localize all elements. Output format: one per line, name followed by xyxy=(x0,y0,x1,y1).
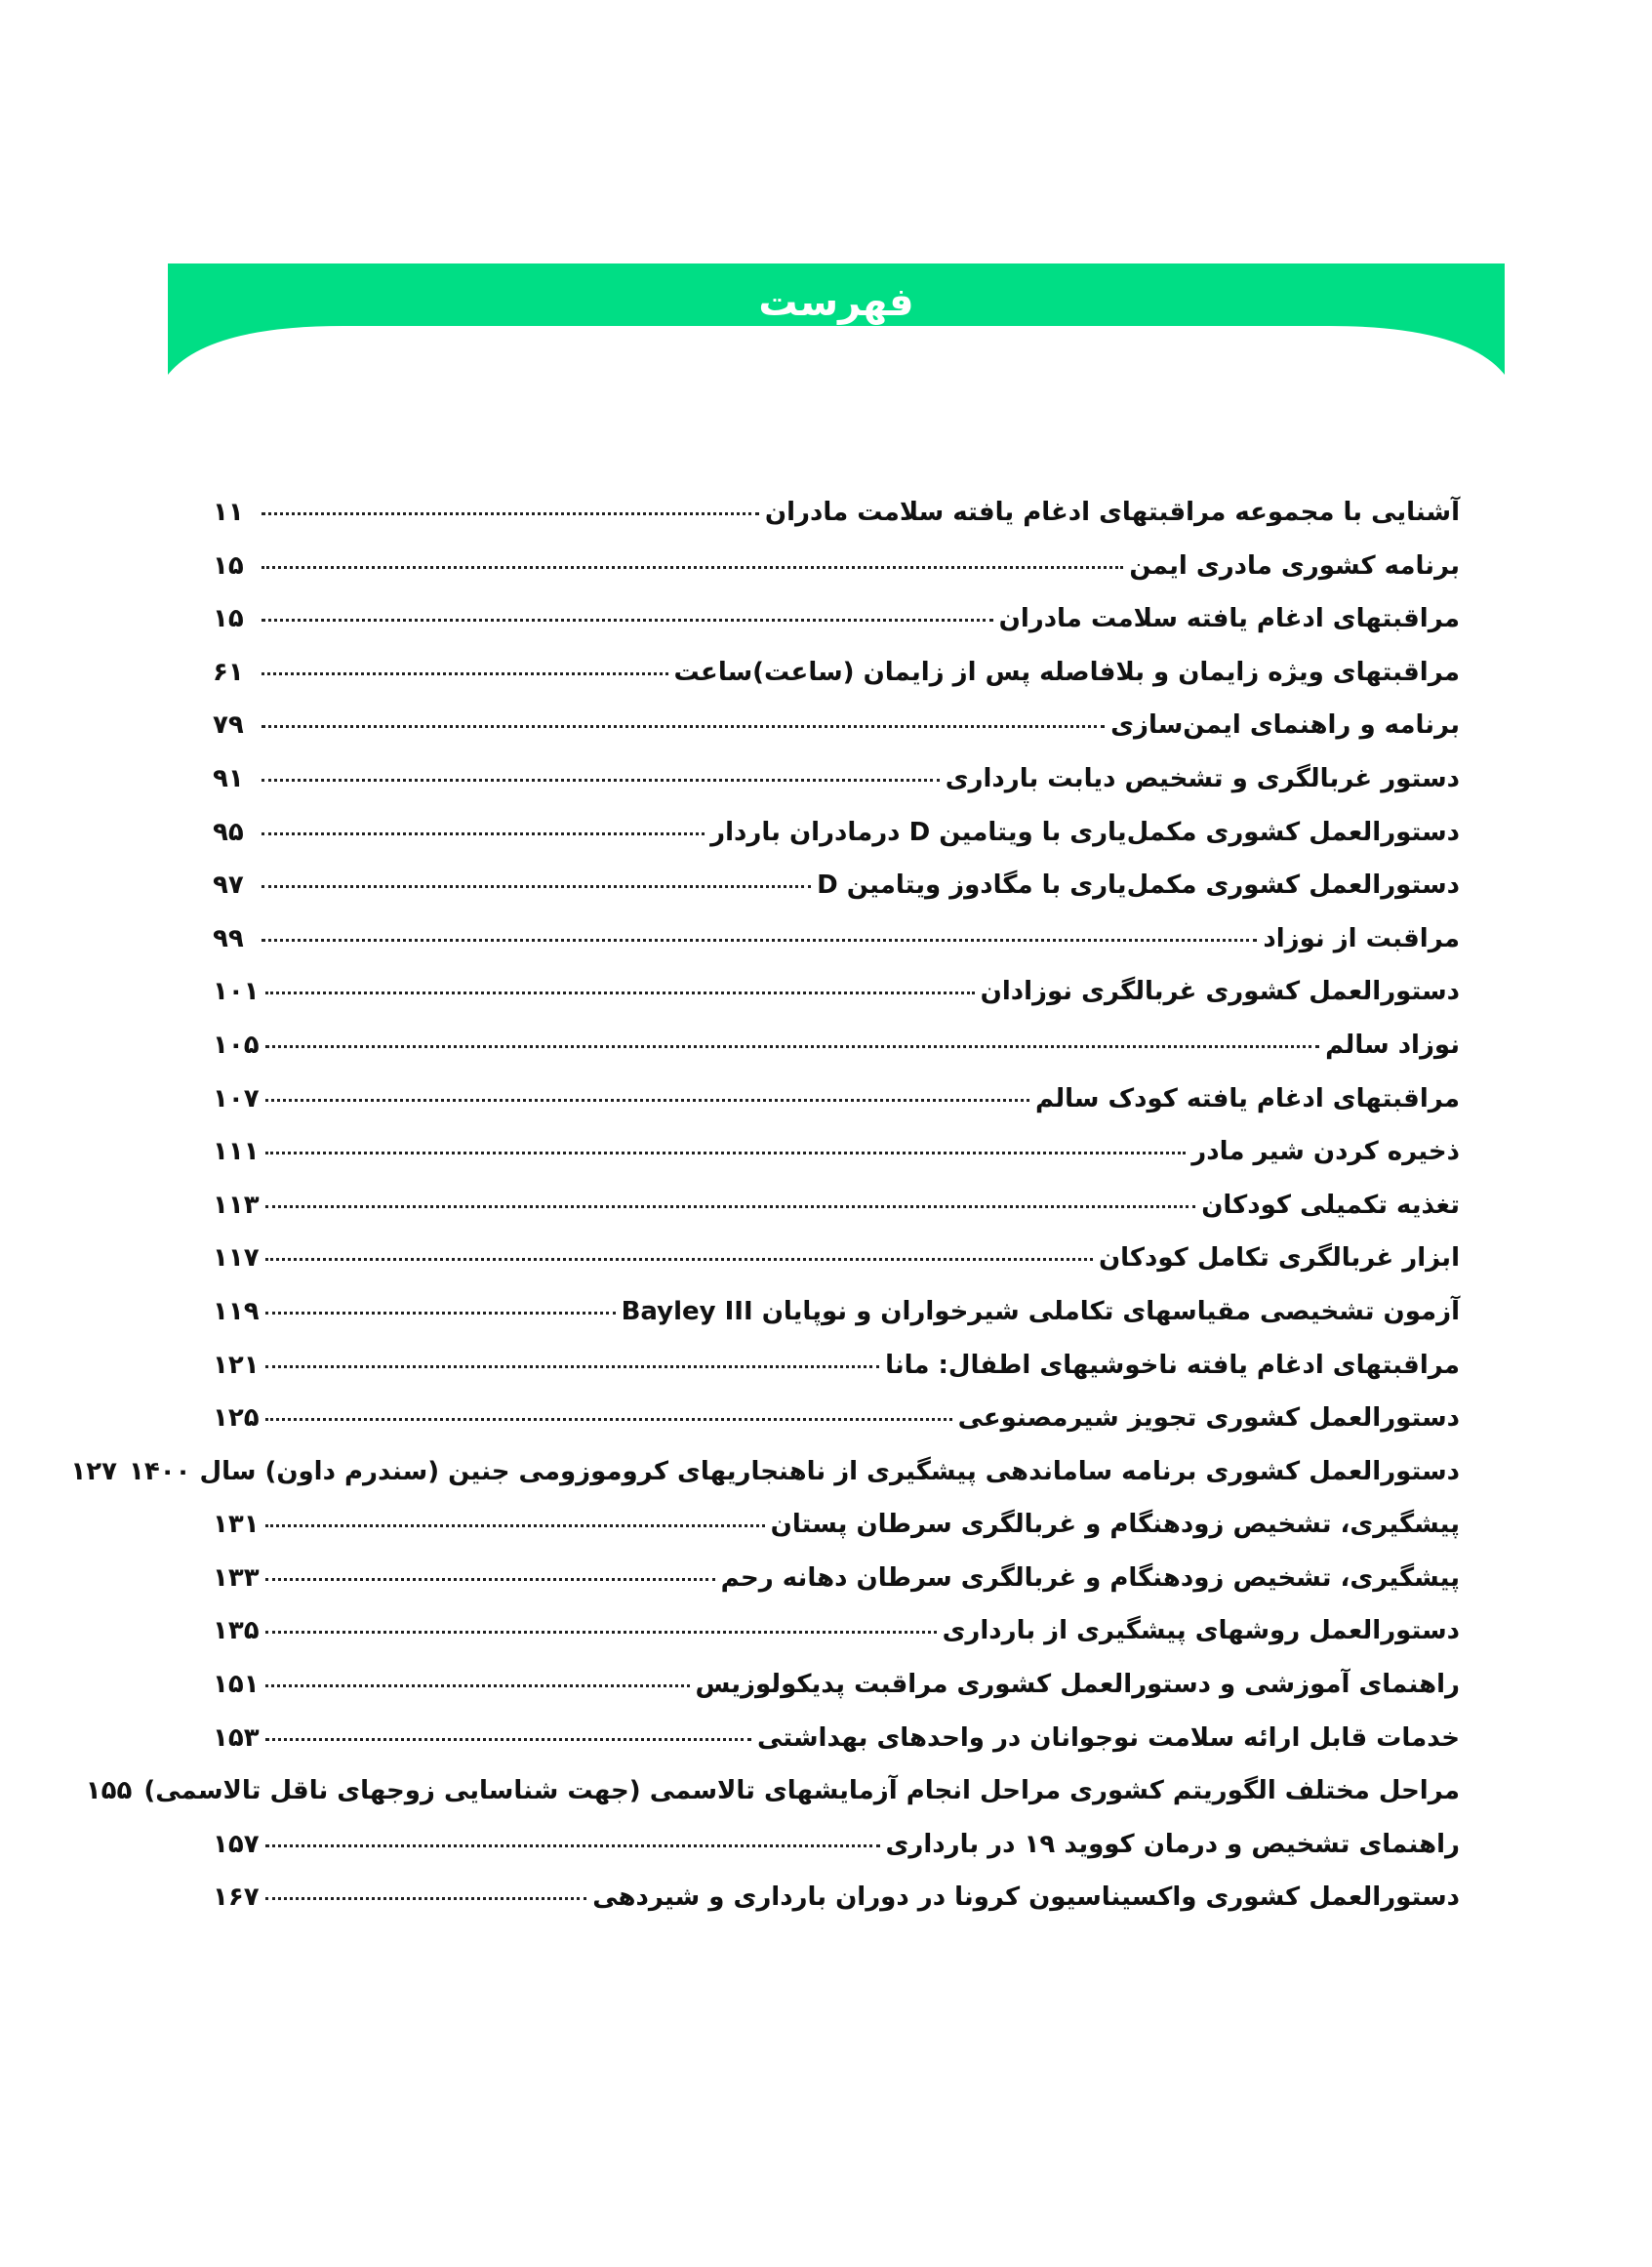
toc-entry[interactable] xyxy=(213,604,1460,658)
toc-entry-title: پیشگیری، تشخیص زودهنگام و غربالگری سرطان دهانه رحم xyxy=(720,1562,1460,1593)
toc-leader-dots xyxy=(265,1205,1196,1208)
toc-entry-page-number: ۶۱ xyxy=(213,657,244,687)
toc-entry[interactable] xyxy=(70,1456,1460,1511)
toc-entry-page-number: ۱۵۱ xyxy=(213,1670,260,1700)
toc-entry[interactable] xyxy=(213,818,1460,871)
toc-entry-title: پیشگیری، تشخیص زودهنگام و غربالگری سرطان پستان xyxy=(770,1510,1460,1540)
toc-entry-title: دستورالعمل کشوری تجویز شیرمصنوعی xyxy=(957,1403,1460,1434)
toc-leader-dots xyxy=(265,1152,1187,1154)
toc-entry-page-number: ۱۰۷ xyxy=(213,1083,260,1113)
toc-entry-title: مراقبتهای ادغام یافته کودک سالم xyxy=(1034,1083,1460,1113)
toc-leader-dots xyxy=(265,1524,765,1527)
toc-entry[interactable] xyxy=(213,658,1460,711)
toc-entry[interactable] xyxy=(213,1403,1460,1457)
toc-entry-title: برنامه کشوری مادری ایمن xyxy=(1129,550,1460,581)
toc-entry-page-number: ۱۱۳ xyxy=(213,1190,260,1220)
toc-entry-title: مراحل مختلف الگوریتم کشوری مراحل انجام آزمایشهای تالاسمی (جهت شناسایی زوجهای ناقل تالاسمی) xyxy=(143,1776,1460,1806)
toc-entry-title: دستورالعمل کشوری مکمل‌یاری با ویتامین D درمادران باردار xyxy=(710,817,1460,847)
toc-entry[interactable] xyxy=(213,1243,1460,1297)
toc-entry-title: آزمون تشخیصی مقیاسهای تکاملی شیرخواران و نوپایان Bayley III xyxy=(621,1296,1460,1326)
toc-entry-page-number: ۱۰۵ xyxy=(213,1030,260,1060)
toc-entry-title: ابزار غربالگری تکامل کودکان xyxy=(1098,1243,1460,1274)
toc-entry-title: برنامه و راهنمای ایمن‌سازی xyxy=(1110,710,1460,741)
toc-leader-dots xyxy=(265,1684,690,1687)
toc-leader-dots xyxy=(262,885,811,888)
toc-entry[interactable] xyxy=(85,1776,1460,1830)
toc-entry-title: دستورالعمل کشوری غربالگری نوزادان xyxy=(980,977,1460,1007)
toc-entry-page-number: ۹۹ xyxy=(213,923,244,953)
toc-entry-page-number: ۹۱ xyxy=(213,763,244,793)
toc-leader-dots xyxy=(265,1312,616,1315)
toc-leader-dots xyxy=(262,725,1105,728)
toc-entry[interactable] xyxy=(213,870,1460,924)
toc-entry[interactable] xyxy=(213,977,1460,1031)
toc-entry-page-number: ۹۷ xyxy=(213,870,244,901)
toc-leader-dots xyxy=(265,1578,715,1581)
toc-entry-title: دستورالعمل کشوری واکسیناسیون کرونا در دوران بارداری و شیردهی xyxy=(592,1882,1460,1913)
toc-entry-title: آشنایی با مجموعه مراقبتهای ادغام یافته سلامت مادران xyxy=(764,498,1460,527)
toc-leader-dots xyxy=(265,1897,587,1900)
toc-entry-page-number: ۱۰۱ xyxy=(213,977,260,1007)
toc-leader-dots xyxy=(265,1045,1320,1048)
toc-entry[interactable] xyxy=(213,498,1460,551)
toc-entry-title: خدمات قابل ارائه سلامت نوجوانان در واحدهای بهداشتی xyxy=(757,1722,1460,1753)
toc-entry-title: مراقبتهای ادغام یافته ناخوشیهای اطفال: مانا xyxy=(885,1350,1460,1380)
toc-entry[interactable] xyxy=(213,1723,1460,1777)
toc-leader-dots xyxy=(262,512,759,515)
toc-entry-title: راهنمای تشخیص و درمان کووید ۱۹ در بارداری xyxy=(885,1829,1460,1859)
toc-entry-page-number: ۱۵ xyxy=(213,550,244,581)
toc-entry-page-number: ۹۵ xyxy=(213,817,244,847)
toc-entry-page-number: ۱۶۷ xyxy=(213,1882,260,1913)
toc-leader-dots xyxy=(265,992,975,994)
toc-leader-dots xyxy=(265,1365,879,1368)
toc-entry-title: مراقبت از نوزاد xyxy=(1263,923,1460,953)
toc-leader-dots xyxy=(262,832,705,835)
toc-entry[interactable] xyxy=(213,551,1460,605)
toc-leader-dots xyxy=(265,1099,1029,1102)
toc-entry[interactable] xyxy=(213,1351,1460,1404)
toc-entry-title: دستورالعمل کشوری برنامه ساماندهی پیشگیری از ناهنجاریهای کروموزومی جنین (سندرم داون) سال ۱۴۰۰ xyxy=(128,1456,1460,1486)
toc-entry-page-number: ۱۲۱ xyxy=(213,1350,260,1380)
toc-entry-page-number: ۱۵۳ xyxy=(213,1722,260,1753)
toc-leader-dots xyxy=(262,672,668,675)
toc-leader-dots xyxy=(265,1844,880,1847)
toc-entry[interactable] xyxy=(213,1191,1460,1244)
toc-entry-title: مراقبتهای ادغام یافته سلامت مادران xyxy=(998,604,1460,634)
page-title: فهرست xyxy=(758,280,914,325)
toc-entry-page-number: ۱۱۷ xyxy=(213,1243,260,1274)
toc-leader-dots xyxy=(262,619,993,622)
toc-entry-page-number: ۱۱۱ xyxy=(213,1137,260,1167)
toc-entry-page-number: ۱۱ xyxy=(213,498,244,527)
toc-entry-title: دستورالعمل روشهای پیشگیری از بارداری xyxy=(942,1616,1460,1646)
table-of-contents xyxy=(70,498,1460,1936)
toc-entry[interactable] xyxy=(213,764,1460,818)
toc-leader-dots xyxy=(262,566,1123,569)
toc-entry-page-number: ۷۹ xyxy=(213,710,244,741)
toc-leader-dots xyxy=(265,1738,751,1741)
toc-entry[interactable] xyxy=(213,710,1460,764)
header-banner xyxy=(168,263,1505,379)
toc-entry[interactable] xyxy=(213,1830,1460,1883)
toc-entry-title: دستور غربالگری و تشخیص دیابت بارداری xyxy=(945,763,1460,793)
toc-entry-title: دستورالعمل کشوری مکمل‌یاری با مگادوز ویتامین D xyxy=(817,870,1460,901)
toc-entry[interactable] xyxy=(213,1084,1460,1138)
toc-entry-page-number: ۱۳۵ xyxy=(213,1616,260,1646)
toc-entry[interactable] xyxy=(213,1616,1460,1670)
toc-entry[interactable] xyxy=(213,924,1460,978)
toc-entry-page-number: ۱۵ xyxy=(213,604,244,634)
toc-entry[interactable] xyxy=(213,1563,1460,1617)
toc-entry-page-number: ۱۲۷ xyxy=(70,1456,117,1486)
toc-entry-page-number: ۱۵۵ xyxy=(85,1776,133,1806)
toc-entry[interactable] xyxy=(213,1297,1460,1351)
toc-leader-dots xyxy=(262,779,940,782)
toc-entry[interactable] xyxy=(213,1137,1460,1191)
toc-entry[interactable] xyxy=(213,1670,1460,1723)
toc-entry[interactable] xyxy=(213,1882,1460,1936)
toc-entry-title: ذخیره کردن شیر مادر xyxy=(1191,1137,1460,1167)
toc-entry-page-number: ۱۳۳ xyxy=(213,1562,260,1593)
toc-entry-page-number: ۱۳۱ xyxy=(213,1510,260,1540)
toc-entry[interactable] xyxy=(213,1031,1460,1084)
toc-entry-title: مراقبتهای ویژه زایمان و بلافاصله پس از زایمان (ساعت)ساعت xyxy=(673,657,1460,687)
toc-entry-page-number: ۱۱۹ xyxy=(213,1296,260,1326)
toc-entry[interactable] xyxy=(213,1510,1460,1563)
toc-entry-page-number: ۱۲۵ xyxy=(213,1403,260,1434)
toc-leader-dots xyxy=(265,1418,952,1421)
toc-entry-title: نوزاد سالم xyxy=(1325,1030,1460,1060)
toc-entry-page-number: ۱۵۷ xyxy=(213,1829,260,1859)
toc-leader-dots xyxy=(265,1258,1093,1261)
toc-leader-dots xyxy=(262,939,1257,942)
toc-entry-title: تغذیه تکمیلی کودکان xyxy=(1201,1190,1460,1220)
toc-leader-dots xyxy=(265,1631,937,1634)
toc-entry-title: راهنمای آموزشی و دستورالعمل کشوری مراقبت پدیکولوزیس xyxy=(695,1670,1460,1700)
